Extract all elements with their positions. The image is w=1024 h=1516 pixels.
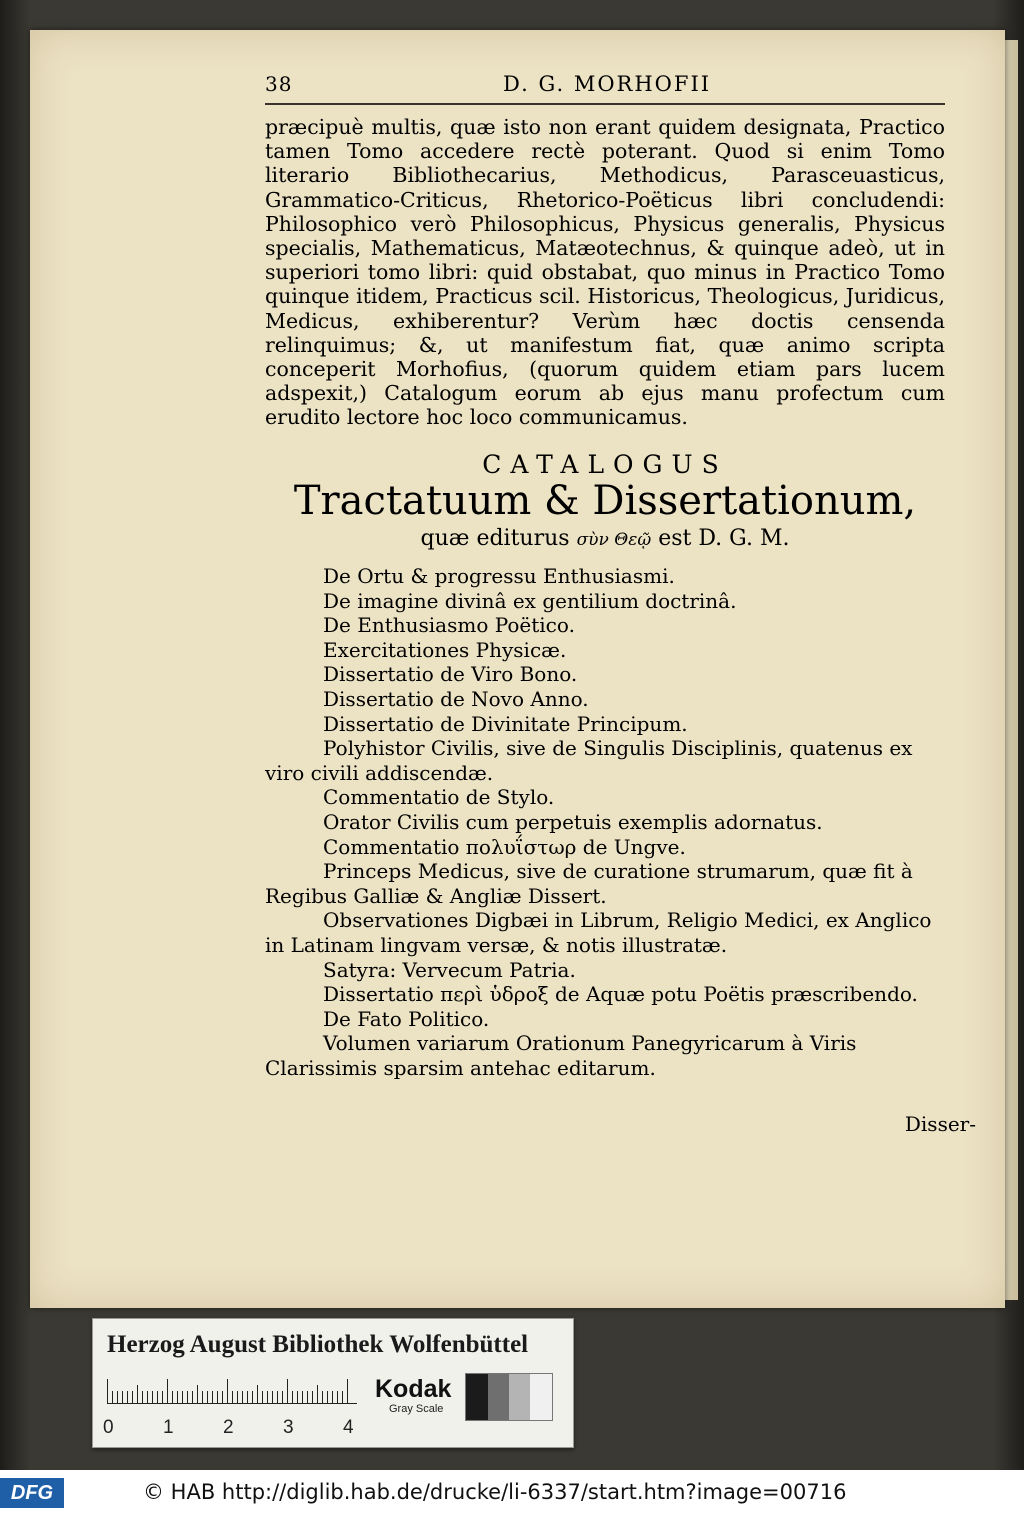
list-item: Volumen variarum Orationum Panegyricarum à Viris Clarissimis sparsim antehac editarum. (265, 1031, 857, 1080)
ruler-tick (222, 1391, 223, 1403)
list-item: De Enthusiasmo Poëtico. (323, 613, 575, 638)
ruler-number: 0 (103, 1417, 114, 1438)
ruler-tick (322, 1391, 323, 1403)
ruler-tick (227, 1379, 228, 1403)
ruler-tick (107, 1379, 108, 1403)
ruler-tick (242, 1391, 243, 1403)
list-item: De Fato Politico. (323, 1006, 490, 1031)
catalogue-line (265, 526, 945, 551)
list-item: Satyra: Vervecum Patria. (323, 957, 576, 982)
ruler-tick (297, 1391, 298, 1403)
ruler-tick (197, 1385, 198, 1403)
list-item: Dissertatio de Novo Anno. (323, 686, 589, 711)
dfg-logo[interactable]: DFG (0, 1478, 64, 1508)
ruler-tick (192, 1391, 193, 1403)
ruler-tick (162, 1391, 163, 1403)
ruler-tick (187, 1391, 188, 1403)
ruler-tick (202, 1391, 203, 1403)
ruler-tick (282, 1391, 283, 1403)
ruler-numbers (103, 1417, 363, 1439)
catalogue-line-pre: quæ editurus (420, 526, 570, 551)
list-item: Observationes Digbæi in Librum, Religio Medici, ex Anglico in Latinam lingvam versæ, & notis illustratæ. (265, 908, 932, 957)
ruler-tick (327, 1391, 328, 1403)
ruler-tick (252, 1391, 253, 1403)
paragraph-text: præcipuè multis, quæ isto non erant quidem designata, Practico tamen Tomo accedere rectè poterant. Quod si enim Tomo literario Bibliothecarius, Methodicus, Parasceuasticus, Grammatico-Criticus, Rhetorico-Poëticus libri concludendi: Philosophico verò Philosophicus, Physicus generalis, Physicus specialis, Mathematicus, Matæotechnus, & quinque adeò, ut in superiori tomo libri: quid obstabat, quo minus in Practico Tomo quinque itidem, Practicus scil. Historicus, Theologicus, Juridicus, Medicus, exhiberentur? Verùm hæc doctis censenda relinquimus; &, ut manifestum fiat, quæ animo scripta conceperit Morhofius, (quorum quidem etiam pars lucem adspexit,) Catalogum eorum ab ejus manu profectum cum erudito lectore hoc loco communicamus. (265, 115, 945, 430)
ruler-tick (287, 1379, 288, 1403)
list-item: Commentatio de Stylo. (323, 785, 555, 810)
ruler-tick (312, 1391, 313, 1403)
ruler-tick (302, 1391, 303, 1403)
list-item: Dissertatio de Divinitate Principum. (323, 711, 688, 736)
list-item: Orator Civilis cum perpetuis exemplis adornatus. (323, 809, 823, 834)
ruler-tick (117, 1391, 118, 1403)
kodak-brand: Kodak (375, 1375, 452, 1403)
catchword: Disser- (904, 1112, 976, 1136)
header-rule (265, 103, 945, 105)
gray-swatch (466, 1374, 488, 1420)
page-number: 38 (265, 72, 293, 96)
ruler-tick (127, 1391, 128, 1403)
ruler-tick (132, 1391, 133, 1403)
ruler-tick (237, 1391, 238, 1403)
ruler-tick (317, 1385, 318, 1403)
ruler-tick (177, 1391, 178, 1403)
ruler-tick (207, 1391, 208, 1403)
ruler-tick (182, 1391, 183, 1403)
catalogue-list (265, 564, 945, 1080)
gray-swatch (488, 1374, 509, 1420)
body-paragraph (265, 115, 945, 430)
library-name: Herzog August Bibliothek Wolfenbüttel (107, 1331, 529, 1358)
color-reference-card (92, 1318, 574, 1448)
gray-swatch (509, 1374, 530, 1420)
scale-ruler (107, 1377, 357, 1404)
ruler-tick (292, 1391, 293, 1403)
ruler-tick (142, 1391, 143, 1403)
ruler-tick (332, 1391, 333, 1403)
ruler-tick (122, 1391, 123, 1403)
ruler-tick (137, 1385, 138, 1403)
ruler-tick (272, 1391, 273, 1403)
ruler-tick (212, 1391, 213, 1403)
ruler-tick (342, 1391, 343, 1403)
page-header (265, 72, 945, 102)
catalogue-title: CATALOGUS (482, 450, 728, 479)
ruler-tick (247, 1391, 248, 1403)
ruler-tick (307, 1391, 308, 1403)
ruler-tick (232, 1391, 233, 1403)
list-item: De Ortu & progressu Enthusiasmi. (323, 564, 675, 588)
ruler-tick (257, 1385, 258, 1403)
ruler-tick (262, 1391, 263, 1403)
ruler-tick (267, 1391, 268, 1403)
ruler-tick (167, 1379, 168, 1403)
ruler-tick (152, 1391, 153, 1403)
list-item: Princeps Medicus, sive de curatione strumarum, quæ fit à Regibus Galliæ & Angliæ Dissert. (265, 859, 913, 908)
ruler-tick (347, 1379, 348, 1403)
list-item: Dissertatio de Viro Bono. (323, 662, 578, 687)
credit-link[interactable]: © HAB http://diglib.hab.de/drucke/li-6337/start.htm?image=00716 (143, 1480, 847, 1504)
list-item: Commentatio πολυΐστωρ de Ungve. (323, 834, 686, 859)
ruler-number: 4 (343, 1417, 354, 1438)
ruler-number: 3 (283, 1417, 294, 1438)
kodak-subtitle: Gray Scale (389, 1403, 444, 1415)
footer-bar (0, 1470, 1024, 1516)
ruler-tick (112, 1391, 113, 1403)
list-item: Exercitationes Physicæ. (323, 637, 567, 662)
catalogue-line-greek: σὺν Θεῷ (576, 530, 652, 550)
gray-scale-swatches (465, 1373, 553, 1421)
ruler-tick (217, 1391, 218, 1403)
ruler-number: 2 (223, 1417, 234, 1438)
running-title: D. G. MORHOFII (503, 72, 712, 96)
ruler-number: 1 (163, 1417, 174, 1438)
gray-swatch (530, 1374, 552, 1420)
ruler-tick (157, 1391, 158, 1403)
list-item: Dissertatio περὶ ὑδροξ de Aquæ potu Poëtis præscribendo. (323, 982, 918, 1007)
ruler-tick (147, 1391, 148, 1403)
catalogue-subtitle: Tractatuum & Dissertationum, (293, 478, 917, 524)
catalogue-line-post: est D. G. M. (658, 526, 790, 551)
ruler-tick (277, 1391, 278, 1403)
list-item: De imagine divinâ ex gentilium doctrinâ. (323, 588, 737, 613)
ruler-tick (172, 1391, 173, 1403)
list-item: Polyhistor Civilis, sive de Singulis Disciplinis, quatenus ex viro civili addiscendæ. (265, 736, 913, 785)
ruler-tick (337, 1391, 338, 1403)
